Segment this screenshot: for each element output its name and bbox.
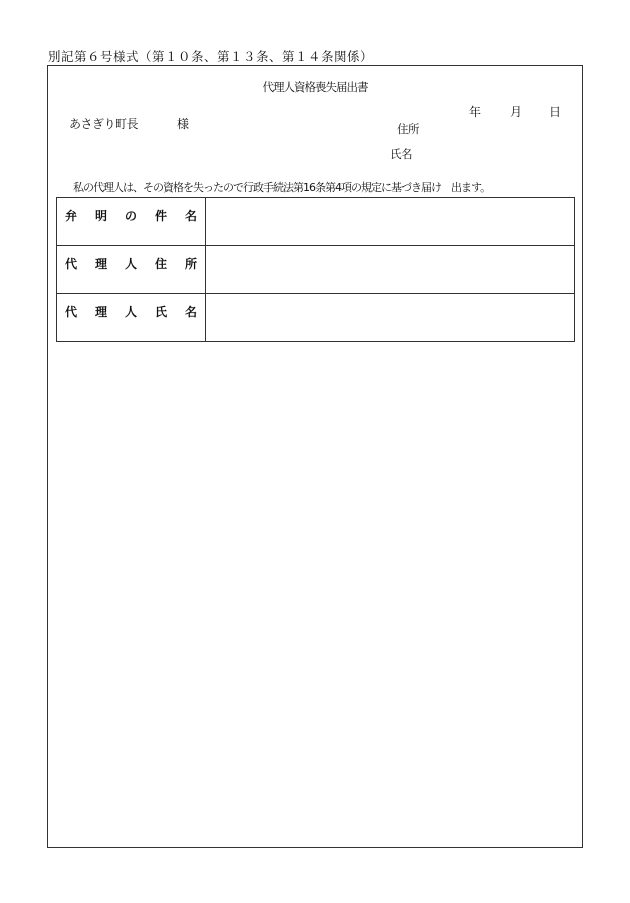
- date-month-label: 月: [510, 105, 523, 119]
- agent-name-field[interactable]: [206, 294, 575, 342]
- applicant-name-label: 氏名: [390, 147, 412, 161]
- table-row: [57, 294, 575, 342]
- honorific: 様: [177, 117, 190, 131]
- form-title: 代理人資格喪失届出書: [262, 80, 368, 94]
- row-label-agent-address: 代理人住所: [57, 246, 206, 294]
- date-year-label: 年: [469, 105, 482, 119]
- table-row: [57, 246, 575, 294]
- agent-address-field[interactable]: [206, 246, 575, 294]
- applicant-address-label: 住所: [397, 122, 419, 136]
- table-row: [57, 198, 575, 246]
- form-frame: [47, 65, 583, 848]
- details-table: [56, 197, 575, 342]
- case-name-field[interactable]: [206, 198, 575, 246]
- row-label-case-name: 弁明の件名: [57, 198, 206, 246]
- addressee: あさぎり町長: [69, 117, 139, 131]
- statement-text: 私の代理人は、その資格を失ったので行政手続法第16条第4項の規定に基づき届け 出ます。: [73, 181, 491, 194]
- row-label-agent-name: 代理人氏名: [57, 294, 206, 342]
- form-reference: 別記第６号様式（第１０条、第１３条、第１４条関係）: [48, 49, 374, 64]
- date-day-label: 日: [549, 105, 562, 119]
